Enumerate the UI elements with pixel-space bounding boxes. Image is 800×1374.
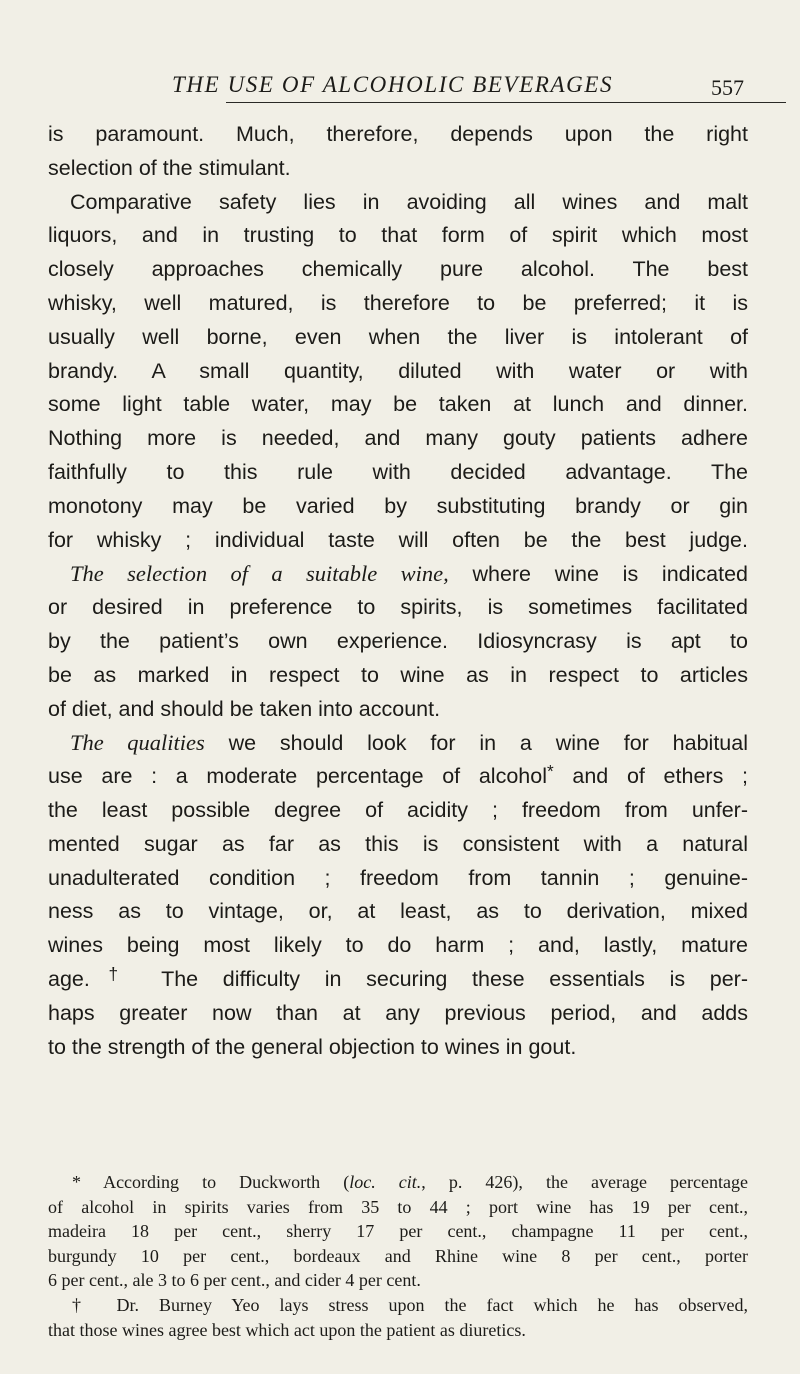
footnote-text: Dr. Burney Yeo lays stress upon the fact which he has observed, [96, 1294, 749, 1315]
footnote-line [48, 1293, 748, 1318]
italic-lead: The qualities [70, 730, 205, 756]
body-line [48, 726, 748, 760]
body-line: by the patient’s own experience. Idiosyncrasy is apt to [48, 628, 748, 653]
footnote-text: According to Duckworth ( [81, 1172, 350, 1192]
footnote-italic: loc. cit. [349, 1172, 422, 1192]
body-line: for whisky ; individual taste will often be the best judge. [48, 527, 748, 552]
line-text: use are : a moderate percentage of alcohol [48, 764, 547, 789]
body-text [48, 118, 748, 1064]
body-line: unadulterated condition ; freedom from tannin ; genuine- [48, 865, 748, 890]
footnote-mark: * [546, 761, 554, 782]
body-line: liquors, and in trusting to that form of spirit which most [48, 223, 748, 248]
body-line: ness as to vintage, or, at least, as to derivation, mixed [48, 899, 748, 924]
footnotes [48, 1170, 748, 1342]
body-line: Nothing more is needed, and many gouty patients adhere [48, 426, 748, 451]
body-line: monotony may be varied by substituting brandy or gin [48, 493, 748, 518]
body-line: to the strength of the general objection to wines in gout. [48, 1034, 577, 1059]
footnote-line: 6 per cent., ale 3 to 6 per cent., and cider 4 per cent. [48, 1270, 421, 1291]
body-line: or desired in preference to spirits, is sometimes facilitated [48, 595, 748, 620]
footnote-mark: † [72, 1294, 97, 1315]
footnote-line: that those wines agree best which act upon the patient as diuretics. [48, 1319, 526, 1340]
body-line: some light table water, may be taken at lunch and dinner. [48, 392, 748, 417]
body-line [48, 557, 748, 591]
page-header [48, 72, 748, 106]
footnote-mark: † [89, 963, 137, 984]
body-line: mented sugar as far as this is consistent with a natural [48, 831, 748, 856]
line-text: age. [48, 966, 90, 991]
body-line: closely approaches chemically pure alcohol. The best [48, 257, 748, 282]
body-line: Comparative safety lies in avoiding all wines and malt [70, 189, 748, 214]
body-line: is paramount. Much, therefore, depends upon the right [48, 122, 748, 146]
footnote-text: , p. 426), the average percentage [421, 1172, 749, 1192]
page-number: 557 [711, 75, 744, 100]
body-line: the least possible degree of acidity ; freedom from unfer- [48, 797, 748, 822]
italic-lead: The selection of a suitable wine, [70, 561, 449, 587]
body-line: haps greater now than at any previous period, and adds [48, 1000, 748, 1025]
body-line: selection of the stimulant. [48, 155, 291, 180]
running-title: THE USE OF ALCOHOLIC BEVERAGES [172, 72, 614, 97]
footnote-line [48, 1170, 748, 1195]
footnote-mark: * [72, 1172, 81, 1192]
footnote-line: madeira 18 per cent., sherry 17 per cent., champagne 11 per cent., [48, 1221, 748, 1242]
footnote-line: burgundy 10 per cent., bordeaux and Rhine wine 8 per cent., porter [48, 1245, 748, 1266]
body-line: faithfully to this rule with decided advantage. The [48, 459, 748, 484]
body-line: of diet, and should be taken into account. [48, 696, 441, 721]
line-text: where wine is indicated [448, 562, 749, 587]
body-line: be as marked in respect to wine as in respect to articles [48, 662, 748, 687]
footnote-line: of alcohol in spirits varies from 35 to 44 ; port wine has 19 per cent., [48, 1196, 748, 1217]
body-line [48, 760, 748, 794]
line-text: we should look for in a wine for habitual [204, 731, 748, 756]
body-line: usually well borne, even when the liver is intolerant of [48, 324, 748, 349]
line-text: The difficulty in securing these essentials is per- [136, 966, 748, 991]
line-text: and of ethers ; [553, 764, 748, 789]
body-line: wines being most likely to do harm ; and, lastly, mature [48, 933, 748, 958]
body-line: brandy. A small quantity, diluted with water or with [48, 358, 748, 383]
body-line [48, 963, 748, 997]
body-line: whisky, well matured, is therefore to be preferred; it is [48, 290, 748, 315]
header-rule [226, 102, 786, 103]
